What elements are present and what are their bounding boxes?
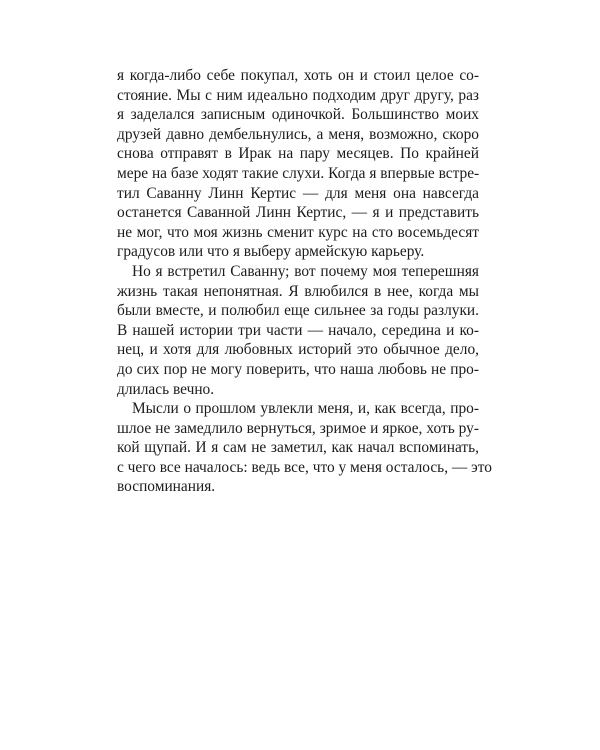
text-line: я когда-либо себе покупал, хоть он и стоил целое со- [117, 67, 479, 84]
paragraph-1 [117, 66, 479, 262]
text-line: жизнь такая непонятная. Я влюбился в нее, когда мы [117, 282, 479, 300]
text-line: нец, и хотя для любовных историй это обычное дело, [117, 341, 479, 359]
text-line: с чего все началось: ведь все, что у меня осталось, — это [117, 458, 492, 476]
text-line: были вместе, и полюбил еще сильнее за годы разлуки. [117, 302, 479, 320]
text-line: В нашей истории три части — начало, середина и ко- [117, 321, 479, 339]
text-line: останется Саванной Линн Кертис, — я и представить [117, 204, 479, 222]
paragraph-2 [117, 262, 479, 399]
paragraph-3 [117, 399, 492, 497]
text-line: мере на базе ходят такие слухи. Когда я впервые встре- [117, 164, 480, 182]
text-line: Но я встретил Саванну; вот почему моя теперешняя [132, 262, 479, 280]
text-line: снова отправят в Ирак на пару месяцев. По крайней [117, 145, 479, 163]
text-line: тил Саванну Линн Кертис — для меня она навсегда [117, 184, 479, 202]
text-line: друзей давно дембельнулись, а меня, возможно, скоро [117, 125, 479, 143]
text-line: кой щупай. И я сам не заметил, как начал вспоминать, [117, 439, 479, 457]
text-line: до сих пор не могу поверить, что наша любовь не про- [117, 360, 479, 378]
text-line: Мысли о прошлом увлекли меня, и, как всегда, про- [132, 400, 479, 418]
text-line: стояние. Мы с ним идеально подходим друг другу, раз [117, 86, 479, 104]
text-line: длилась вечно. [117, 380, 215, 398]
text-line: градусов или что я выберу армейскую карьеру. [117, 243, 425, 261]
text-line: шлое не замедлило вернуться, зримое и яркое, хоть ру- [117, 419, 479, 437]
text-line: я заделался записным одиночкой. Большинство моих [117, 106, 479, 124]
body-text [117, 66, 492, 497]
text-line: воспоминания. [117, 478, 216, 496]
text-line: не мог, что моя жизнь сменит курс на сто восемьдесят [117, 223, 479, 241]
